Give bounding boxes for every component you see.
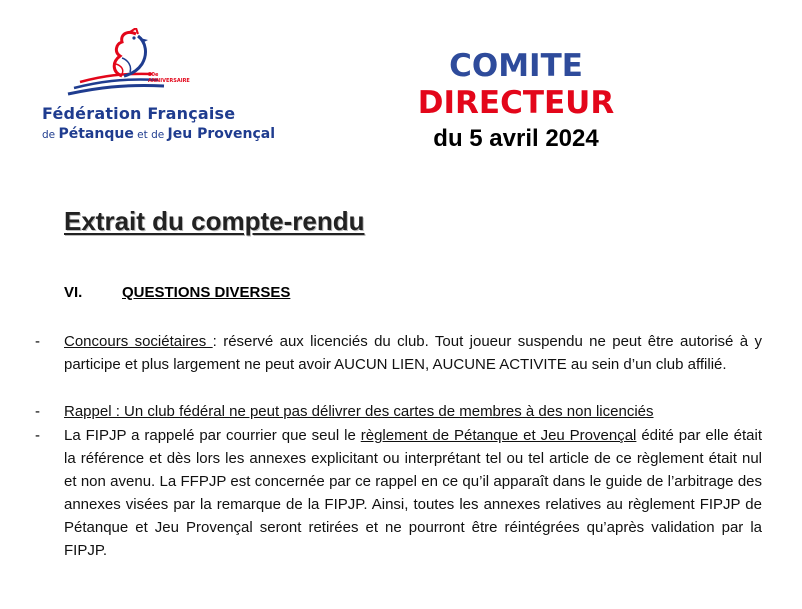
list-item-text: Rappel : Un club fédéral ne peut pas délivrer des cartes de membres à des non licenciés bbox=[64, 403, 654, 420]
section-number: VI. bbox=[64, 284, 83, 301]
logo-discipline-name: de Pétanque et de Jeu Provençal bbox=[42, 126, 276, 142]
list-bullet: - bbox=[35, 333, 40, 350]
list-item-text: Concours sociétaires : réservé aux licenciés du club. Tout joueur suspendu ne peut être autorisé à y participe et plus largement ne peut avoir AUCUN LIEN, AUCUNE ACTIVITE au sein d’un club affilié. bbox=[64, 333, 762, 373]
meeting-header bbox=[405, 48, 627, 154]
anniversary-badge: 80e ANNIVERSAIRE bbox=[148, 72, 190, 84]
reglement-reference: règlement de Pétanque et Jeu Provençal bbox=[360, 427, 637, 444]
list-item-label: Concours sociétaires bbox=[64, 333, 213, 350]
section-title: QUESTIONS DIVERSES bbox=[122, 284, 291, 301]
header-comite: COMITE bbox=[449, 48, 583, 84]
list-bullet: - bbox=[35, 403, 40, 420]
logo-federation-name: Fédération Française bbox=[42, 104, 236, 123]
rooster-icon bbox=[66, 28, 176, 100]
federation-logo bbox=[40, 28, 276, 144]
list-item-text: La FIPJP a rappelé par courrier que seul le règlement de Pétanque et Jeu Provençal édité par elle était la référence et dès lors les annexes explicitant ou interprétant tel ou tel article de ce règlement était nul et non avenu. La FFPJP est concernée par ce rappel en ce qu’il apparaît dans le guide de l’arbitrage des annexes visées par la remarque de la FIPJP. Ainsi, toutes les annexes relatives au règlement FIPJP de Pétanque et Jeu Provençal seront retirées et ne pourront être réintégrées qu’après validation par la FIPJP. bbox=[64, 427, 763, 559]
meeting-date: du 5 avril 2024 bbox=[433, 125, 599, 152]
header-directeur: DIRECTEUR bbox=[417, 85, 615, 121]
list-bullet: - bbox=[35, 427, 40, 444]
document-subtitle: Extrait du compte-rendu bbox=[64, 206, 365, 236]
